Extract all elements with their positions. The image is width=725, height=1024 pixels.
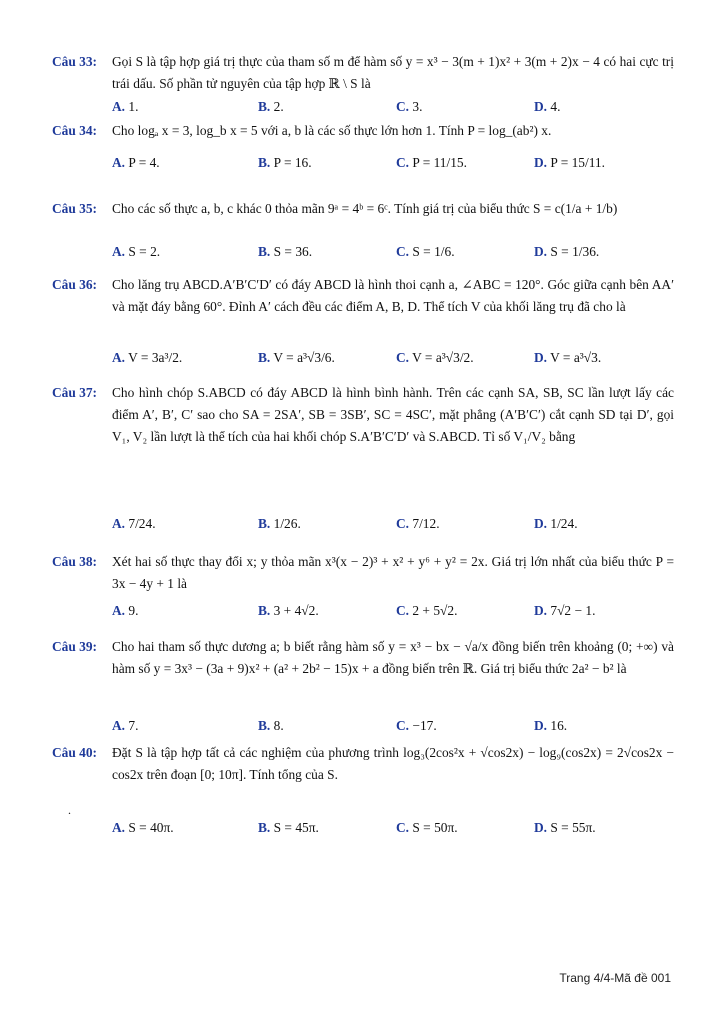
question-label: Câu 37: bbox=[52, 385, 98, 400]
option-d[interactable]: D. 1/24. bbox=[534, 516, 578, 531]
option-c[interactable]: C. 7/12. bbox=[396, 516, 440, 531]
question-text: Xét hai số thực thay đổi x; y thỏa mãn x³(x − 2)³ + x² + y⁶ + y² = 2x. Giá trị lớn nhất của biểu thức P = 3x − 4y + 1 là bbox=[112, 554, 674, 591]
question-38 bbox=[52, 551, 674, 595]
option-b[interactable]: B. V = a³√3/6. bbox=[258, 350, 335, 365]
question-34 bbox=[52, 120, 674, 142]
option-d[interactable]: D. S = 1/36. bbox=[534, 244, 600, 259]
question-35 bbox=[52, 198, 674, 220]
option-b[interactable]: B. S = 36. bbox=[258, 244, 313, 259]
question-label: Câu 40: bbox=[52, 745, 98, 760]
option-c[interactable]: C. P = 11/15. bbox=[396, 155, 467, 170]
option-c[interactable]: C. V = a³√3/2. bbox=[396, 350, 474, 365]
question-label: Câu 35: bbox=[52, 201, 98, 216]
option-a[interactable]: A. 7/24. bbox=[112, 516, 156, 531]
question-37 bbox=[52, 382, 674, 448]
question-39 bbox=[52, 636, 674, 680]
options-37 bbox=[112, 516, 672, 540]
option-a[interactable]: A. S = 40π. bbox=[112, 820, 174, 835]
options-40 bbox=[112, 820, 672, 844]
question-33 bbox=[52, 51, 674, 95]
option-a[interactable]: A. 1. bbox=[112, 99, 139, 114]
question-text: Cho logₐ x = 3, log_b x = 5 với a, b là các số thực lớn hơn 1. Tính P = log_(ab²) x. bbox=[112, 123, 552, 138]
question-text: Cho các số thực a, b, c khác 0 thỏa mãn 9ᵃ = 4ᵇ = 6ᶜ. Tính giá trị của biểu thức S = c(1/a + 1/b) bbox=[112, 201, 618, 216]
question-text: Đặt S là tập hợp tất cả các nghiệm của phương trình log₃(2cos²x + √cos2x) − log₉(cos2x) = 2√cos2x − cos2x trên đoạn [0; 10π]. Tính tổng của S. bbox=[112, 745, 674, 782]
option-d[interactable]: D. 16. bbox=[534, 718, 568, 733]
stray-mark: . bbox=[68, 803, 71, 817]
option-d[interactable]: D. 7√2 − 1. bbox=[534, 603, 596, 618]
option-b[interactable]: B. 8. bbox=[258, 718, 284, 733]
question-label: Câu 38: bbox=[52, 554, 98, 569]
question-40 bbox=[52, 742, 674, 786]
question-text: Gọi S là tập hợp giá trị thực của tham số m để hàm số y = x³ − 3(m + 1)x² + 3(m + 2)x − 4 có hai cực trị trái dấu. Số phần tử nguyên của tập hợp ℝ \ S là bbox=[112, 54, 674, 91]
option-b[interactable]: B. P = 16. bbox=[258, 155, 312, 170]
option-a[interactable]: A. 9. bbox=[112, 603, 139, 618]
question-label: Câu 39: bbox=[52, 639, 98, 654]
option-c[interactable]: C. S = 50π. bbox=[396, 820, 458, 835]
option-c[interactable]: C. −17. bbox=[396, 718, 437, 733]
option-a[interactable]: A. V = 3a³/2. bbox=[112, 350, 183, 365]
options-36 bbox=[112, 350, 672, 374]
question-label: Câu 34: bbox=[52, 123, 98, 138]
option-b[interactable]: B. 2. bbox=[258, 99, 284, 114]
option-a[interactable]: A. P = 4. bbox=[112, 155, 160, 170]
option-c[interactable]: C. 2 + 5√2. bbox=[396, 603, 458, 618]
options-34 bbox=[112, 155, 672, 179]
option-a[interactable]: A. S = 2. bbox=[112, 244, 161, 259]
option-c[interactable]: C. 3. bbox=[396, 99, 423, 114]
option-a[interactable]: A. 7. bbox=[112, 718, 139, 733]
option-d[interactable]: D. V = a³√3. bbox=[534, 350, 602, 365]
question-label: Câu 36: bbox=[52, 277, 98, 292]
question-text: Cho lăng trụ ABCD.A′B′C′D′ có đáy ABCD là hình thoi cạnh a, ∠ABC = 120°. Góc giữa cạnh bên AA′ và mặt đáy bằng 60°. Đỉnh A′ cách đều các điểm A, B, D. Thể tích V của khối lăng trụ đã cho là bbox=[112, 277, 674, 314]
option-b[interactable]: B. 1/26. bbox=[258, 516, 301, 531]
options-39 bbox=[112, 718, 672, 742]
option-d[interactable]: D. 4. bbox=[534, 99, 561, 114]
option-d[interactable]: D. S = 55π. bbox=[534, 820, 596, 835]
option-d[interactable]: D. P = 15/11. bbox=[534, 155, 605, 170]
option-b[interactable]: B. S = 45π. bbox=[258, 820, 319, 835]
question-36 bbox=[52, 274, 674, 318]
question-label: Câu 33: bbox=[52, 54, 98, 69]
options-38 bbox=[112, 603, 672, 627]
question-text: Cho hai tham số thực dương a; b biết rằng hàm số y = x³ − bx − √a/x đồng biến trên khoảng (0; +∞) và hàm số y = 3x³ − (3a + 9)x² + (a² + 2b² − 15)x + a đồng biến trên ℝ. Giá trị biểu thức 2a² − b² là bbox=[112, 639, 674, 676]
options-35 bbox=[112, 244, 672, 268]
option-b[interactable]: B. 3 + 4√2. bbox=[258, 603, 319, 618]
page-footer: Trang 4/4-Mã đề 001 bbox=[559, 971, 671, 985]
question-text: Cho hình chóp S.ABCD có đáy ABCD là hình bình hành. Trên các cạnh SA, SB, SC lần lượt lấy các điểm A′, B′, C′ sao cho SA = 2SA′, SB = 3SB′, SC = 4SC′, mặt phẳng (A′B′C′) cắt cạnh SD tại D′, gọi V₁, V₂ lần lượt là thể tích của hai khối chóp S.A′B′C′D′ và S.ABCD. Tỉ số V₁/V₂ bằng bbox=[112, 385, 674, 444]
option-c[interactable]: C. S = 1/6. bbox=[396, 244, 455, 259]
